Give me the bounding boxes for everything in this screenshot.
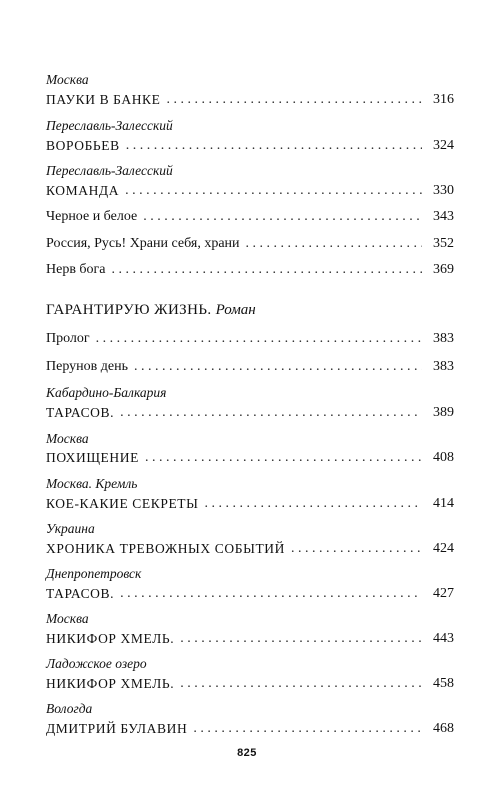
toc-entry <box>46 630 454 648</box>
toc-entry <box>46 495 454 513</box>
dot-leader <box>145 449 422 467</box>
toc-entry <box>46 137 454 155</box>
toc-entry <box>46 208 454 226</box>
toc-entry-page: 427 <box>433 586 454 601</box>
page-number: 825 <box>237 747 257 759</box>
toc-place: Москва <box>46 611 89 626</box>
toc-place: Москва <box>46 72 89 87</box>
toc-entry-title: НИКИФОР ХМЕЛЬ. <box>46 631 175 646</box>
toc-entry <box>46 261 454 279</box>
toc-entry-title: НИКИФОР ХМЕЛЬ. <box>46 676 175 691</box>
dot-leader <box>120 585 422 603</box>
dot-leader <box>143 208 422 226</box>
dot-leader <box>112 261 422 279</box>
toc-entry-title: ВОРОБЬЕВ <box>46 138 120 153</box>
dot-leader <box>246 235 422 253</box>
toc-entry <box>46 449 454 467</box>
toc-entry-page: 324 <box>433 138 454 153</box>
dot-leader <box>180 675 422 693</box>
toc-entry <box>46 540 454 558</box>
toc-entry-title: Перунов день <box>46 359 128 374</box>
toc-entry <box>46 358 454 376</box>
toc-entry-title: ПОХИЩЕНИЕ <box>46 450 139 465</box>
toc-entry-page: 383 <box>433 331 454 346</box>
toc-entry-page: 316 <box>433 92 454 107</box>
toc-entry-page: 383 <box>433 359 454 374</box>
dot-leader <box>120 404 422 422</box>
dot-leader <box>193 720 422 738</box>
toc-entry <box>46 585 454 603</box>
section-title: ГАРАНТИРУЮ ЖИЗНЬ. <box>46 302 212 318</box>
toc-entry-title: Черное и белое <box>46 209 138 224</box>
toc-entry-page: 343 <box>433 209 454 224</box>
dot-leader <box>126 137 422 155</box>
toc-entry-page: 352 <box>433 236 454 251</box>
toc-entry-page: 424 <box>433 541 454 556</box>
toc-place: Вологда <box>46 701 93 716</box>
toc-entry-page: 414 <box>433 496 454 511</box>
toc-entry-title: ДМИТРИЙ БУЛАВИН <box>46 721 188 736</box>
toc-entry-page: 330 <box>433 183 454 198</box>
section-heading <box>46 302 256 319</box>
dot-leader <box>180 630 422 648</box>
dot-leader <box>167 91 422 109</box>
toc-entry <box>46 91 454 109</box>
toc-entry-page: 369 <box>433 262 454 277</box>
toc-entry <box>46 404 454 422</box>
toc-page <box>46 0 456 800</box>
toc-entry-page: 468 <box>433 721 454 736</box>
toc-entry <box>46 675 454 693</box>
dot-leader <box>291 540 422 558</box>
toc-entry-title: ТАРАСОВ. <box>46 586 115 601</box>
toc-entry-title: ТАРАСОВ. <box>46 405 115 420</box>
toc-place: Кабардино-Балкария <box>46 385 167 400</box>
toc-entry-page: 389 <box>433 405 454 420</box>
toc-place: Днепропетровск <box>46 566 142 581</box>
toc-entry-title: Нерв бога <box>46 262 106 277</box>
toc-entry-title: Пролог <box>46 331 90 346</box>
toc-entry-title: ПАУКИ В БАНКЕ <box>46 92 161 107</box>
toc-entry-title: Россия, Русь! Храни себя, храни <box>46 236 240 251</box>
toc-entry <box>46 182 454 200</box>
toc-place: Ладожское озеро <box>46 656 147 671</box>
toc-place: Переславль-Залесский <box>46 163 173 178</box>
toc-entry <box>46 235 454 253</box>
toc-entry-page: 408 <box>433 450 454 465</box>
dot-leader <box>205 495 422 513</box>
dot-leader <box>96 330 422 348</box>
dot-leader <box>134 358 422 376</box>
toc-place: Москва. Кремль <box>46 476 138 491</box>
toc-entry <box>46 720 454 738</box>
toc-place: Переславль-Залесский <box>46 118 173 133</box>
dot-leader <box>125 182 422 200</box>
toc-place: Москва <box>46 431 89 446</box>
toc-place: Украина <box>46 521 95 536</box>
section-genre: Роман <box>215 302 256 318</box>
toc-entry <box>46 330 454 348</box>
toc-entry-title: ХРОНИКА ТРЕВОЖНЫХ СОБЫТИЙ <box>46 541 285 556</box>
toc-entry-page: 458 <box>433 676 454 691</box>
toc-entry-title: КОМАНДА <box>46 183 120 198</box>
toc-entry-title: КОЕ-КАКИЕ СЕКРЕТЫ <box>46 496 199 511</box>
toc-entry-page: 443 <box>433 631 454 646</box>
